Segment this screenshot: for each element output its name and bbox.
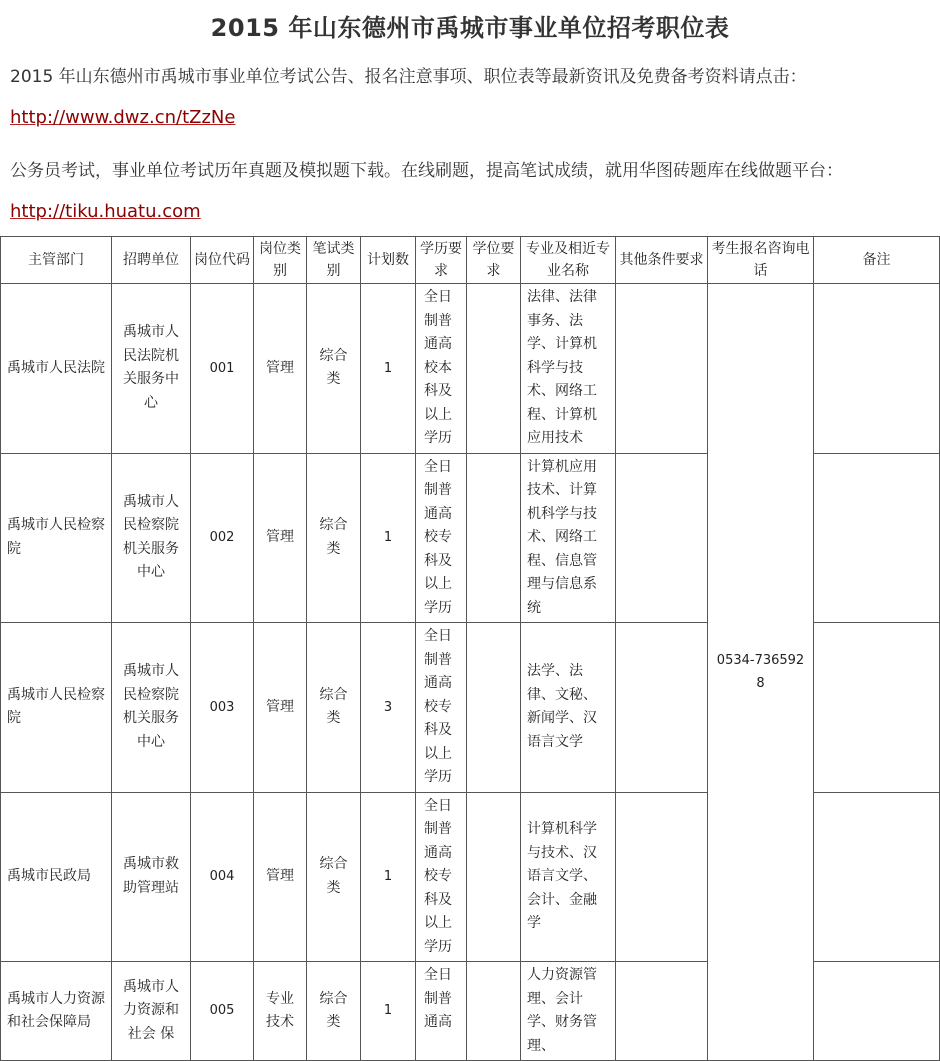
cell-dept: 禹城市民政局 — [1, 792, 112, 962]
cell-plan: 1 — [361, 962, 416, 1061]
cell-unit: 禹城市人民检察院机关服务中心 — [112, 453, 191, 623]
cell-major: 法学、法律、文秘、新闻学、汉语言文学 — [521, 623, 616, 793]
cell-edu: 全日制普通高校专科及以上学历 — [416, 623, 467, 793]
cell-code: 004 — [191, 792, 254, 962]
cell-exam: 综合类 — [307, 962, 361, 1061]
cell-category: 管理 — [254, 453, 307, 623]
cell-other — [616, 962, 708, 1061]
cell-unit: 禹城市救助管理站 — [112, 792, 191, 962]
cell-code: 005 — [191, 962, 254, 1061]
header-exam: 笔试类别 — [307, 237, 361, 284]
cell-edu: 全日制普通高校本科及以上学历 — [416, 284, 467, 454]
cell-unit: 禹城市人民法院机关服务中心 — [112, 284, 191, 454]
header-edu: 学历要求 — [416, 237, 467, 284]
cell-other — [616, 623, 708, 793]
cell-exam: 综合类 — [307, 453, 361, 623]
cell-dept: 禹城市人民检察院 — [1, 623, 112, 793]
cell-unit: 禹城市人民检察院机关服务中心 — [112, 623, 191, 793]
cell-degree — [467, 792, 521, 962]
cell-other — [616, 284, 708, 454]
cell-exam: 综合类 — [307, 623, 361, 793]
cell-exam: 综合类 — [307, 792, 361, 962]
header-code: 岗位代码 — [191, 237, 254, 284]
header-plan: 计划数 — [361, 237, 416, 284]
cell-major: 人力资源管理、会计学、财务管理、 — [521, 962, 616, 1061]
header-major: 专业及相近专业名称 — [521, 237, 616, 284]
cell-other — [616, 453, 708, 623]
table-row — [1, 284, 940, 454]
header-degree: 学位要求 — [467, 237, 521, 284]
cell-unit: 禹城市人力资源和社会 保 — [112, 962, 191, 1061]
intro-text-exam-info: 2015 年山东德州市禹城市事业单位考试公告、报名注意事项、职位表等最新资讯及免费备考资料请点击： — [10, 67, 807, 87]
cell-note — [814, 453, 940, 623]
cell-other — [616, 792, 708, 962]
cell-edu: 全日制普通高校专科及以上学历 — [416, 792, 467, 962]
page-title: 2015 年山东德州市禹城市事业单位招考职位表 — [210, 14, 730, 42]
cell-dept: 禹城市人力资源和社会保障局 — [1, 962, 112, 1061]
cell-category: 管理 — [254, 284, 307, 454]
cell-plan: 1 — [361, 792, 416, 962]
cell-note — [814, 623, 940, 793]
cell-edu: 全日制普通高 — [416, 962, 467, 1061]
intro-text-question-bank: 公务员考试，事业单位考试历年真题及模拟题下载。在线刷题，提高笔试成绩，就用华图砖题库在线做题平台： — [10, 161, 843, 181]
cell-plan: 1 — [361, 453, 416, 623]
cell-major: 计算机应用技术、计算机科学与技术、网络工程、信息管理与信息系统 — [521, 453, 616, 623]
header-dept: 主管部门 — [1, 237, 112, 284]
cell-dept: 禹城市人民法院 — [1, 284, 112, 454]
header-category: 岗位类别 — [254, 237, 307, 284]
cell-note — [814, 792, 940, 962]
cell-dept: 禹城市人民检察院 — [1, 453, 112, 623]
header-phone: 考生报名咨询电话 — [708, 237, 814, 284]
job-table — [0, 236, 940, 1061]
cell-code: 002 — [191, 453, 254, 623]
header-other: 其他条件要求 — [616, 237, 708, 284]
cell-code: 003 — [191, 623, 254, 793]
cell-plan: 3 — [361, 623, 416, 793]
question-bank-link[interactable]: http://tiku.huatu.com — [10, 201, 201, 222]
cell-category: 管理 — [254, 792, 307, 962]
cell-plan: 1 — [361, 284, 416, 454]
cell-note — [814, 962, 940, 1061]
cell-exam: 综合类 — [307, 284, 361, 454]
cell-degree — [467, 453, 521, 623]
header-unit: 招聘单位 — [112, 237, 191, 284]
cell-category: 专业技术 — [254, 962, 307, 1061]
header-note: 备注 — [814, 237, 940, 284]
exam-info-link[interactable]: http://www.dwz.cn/tZzNe — [10, 107, 236, 128]
cell-code: 001 — [191, 284, 254, 454]
cell-major: 法律、法律事务、法学、计算机科学与技术、网络工程、计算机应用技术 — [521, 284, 616, 454]
table-header-row — [1, 237, 940, 284]
cell-phone: 0534-7365928 — [708, 284, 814, 1061]
cell-edu: 全日制普通高校专科及以上学历 — [416, 453, 467, 623]
cell-major: 计算机科学与技术、汉语言文学、会计、金融学 — [521, 792, 616, 962]
cell-degree — [467, 623, 521, 793]
cell-degree — [467, 962, 521, 1061]
cell-note — [814, 284, 940, 454]
cell-degree — [467, 284, 521, 454]
cell-category: 管理 — [254, 623, 307, 793]
